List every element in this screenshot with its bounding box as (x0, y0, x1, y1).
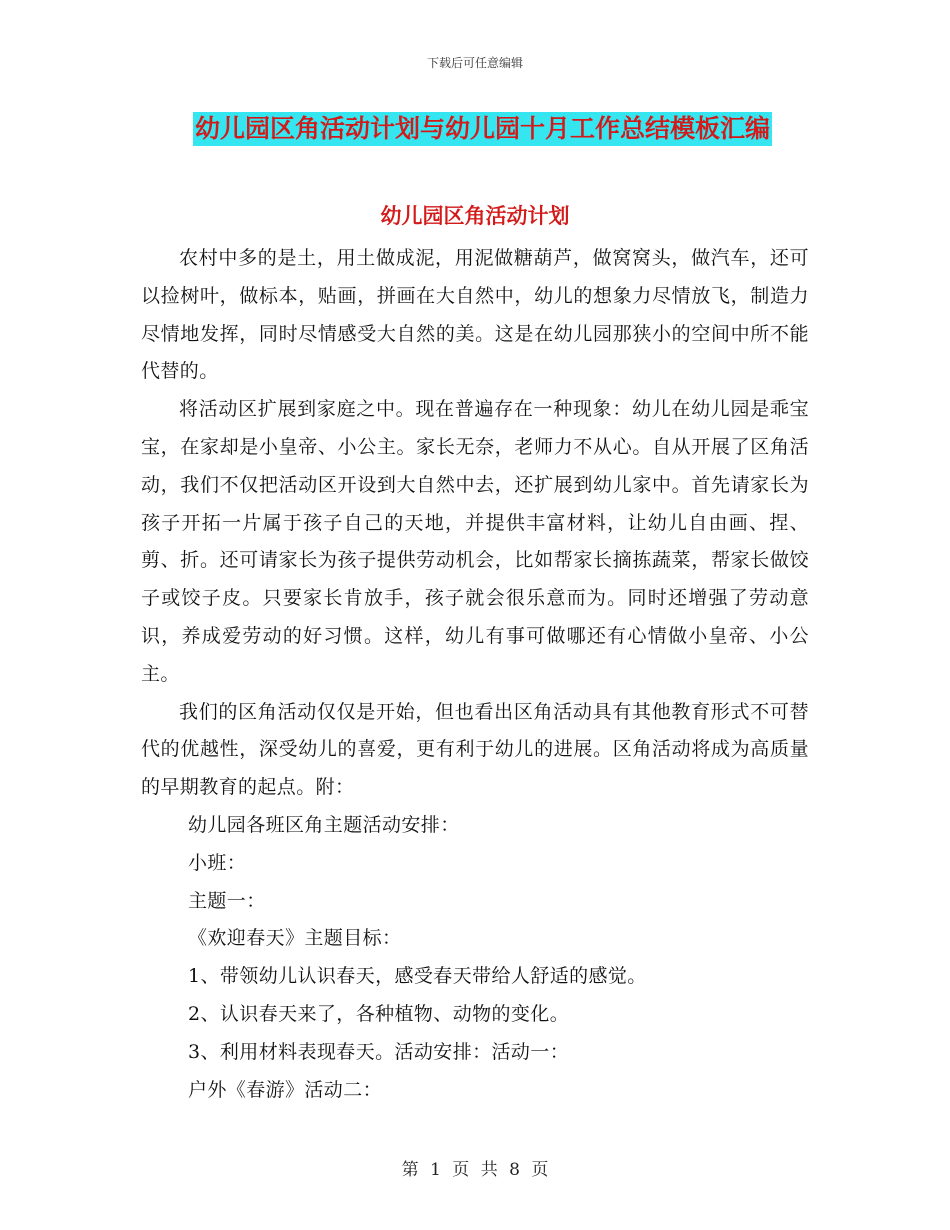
text-line: 幼儿园各班区角主题活动安排： (188, 813, 460, 836)
main-title-highlight (193, 112, 772, 146)
header-note: 下载后可任意编辑 (426, 56, 523, 70)
text-line: 《欢迎春天》主题目标： (188, 927, 402, 950)
paragraph: 将活动区扩展到家庭之中。现在普遍存在一种现象：幼儿在幼儿园是乖宝宝，在家却是小皇帝、小公主。家长无奈，老师力不从心。自从开展了区角活动，我们不仅把活动区开设到大自然中去，还扩展到幼儿家中。首先请家长为孩子开拓一片属于孩子自己的天地，并提供丰富材料，让幼儿自由画、捏、剪、折。还可请家长为孩子提供劳动机会，比如帮家长摘拣蔬菜，帮家长做饺子或饺子皮。只要家长肯放手，孩子就会很乐意而为。同时还增强了劳动意识，养成爱劳动的好习惯。这样，幼儿有事可做哪还有心情做小皇帝、小公主。 (141, 398, 809, 685)
text-line: 小班： (188, 851, 247, 874)
section-title: 幼儿园区角活动计划 (380, 204, 570, 228)
paragraph: 农村中多的是土，用土做成泥，用泥做糖葫芦，做窝窝头，做汽车，还可以捡树叶，做标本，贴画，拼画在大自然中，幼儿的想象力尽情放飞，制造力尽情地发挥，同时尽情感受大自然的美。这是在幼儿园那狭小的空间中所不能代替的。 (141, 247, 809, 383)
page-footer: 第 1 页 共 8 页 (401, 1160, 549, 1180)
text-line: 户外《春游》活动二： (188, 1078, 383, 1101)
text-line: 主题一： (188, 889, 266, 912)
main-title: 幼儿园区角活动计划与幼儿园十月工作总结模板汇编 (195, 114, 771, 143)
body-text (141, 240, 809, 1109)
text-line: 2、认识春天来了，各种植物、动物的变化。 (188, 1002, 570, 1025)
paragraph: 我们的区角活动仅仅是开始，但也看出区角活动具有其他教育形式不可替代的优越性，深受幼儿的喜爱，更有利于幼儿的进展。区角活动将成为高质量的早期教育的起点。附： (141, 700, 809, 799)
text-line: 3、利用材料表现春天。活动安排：活动一： (188, 1040, 570, 1063)
text-line: 1、带领幼儿认识春天，感受春天带给人舒适的感觉。 (188, 965, 647, 988)
